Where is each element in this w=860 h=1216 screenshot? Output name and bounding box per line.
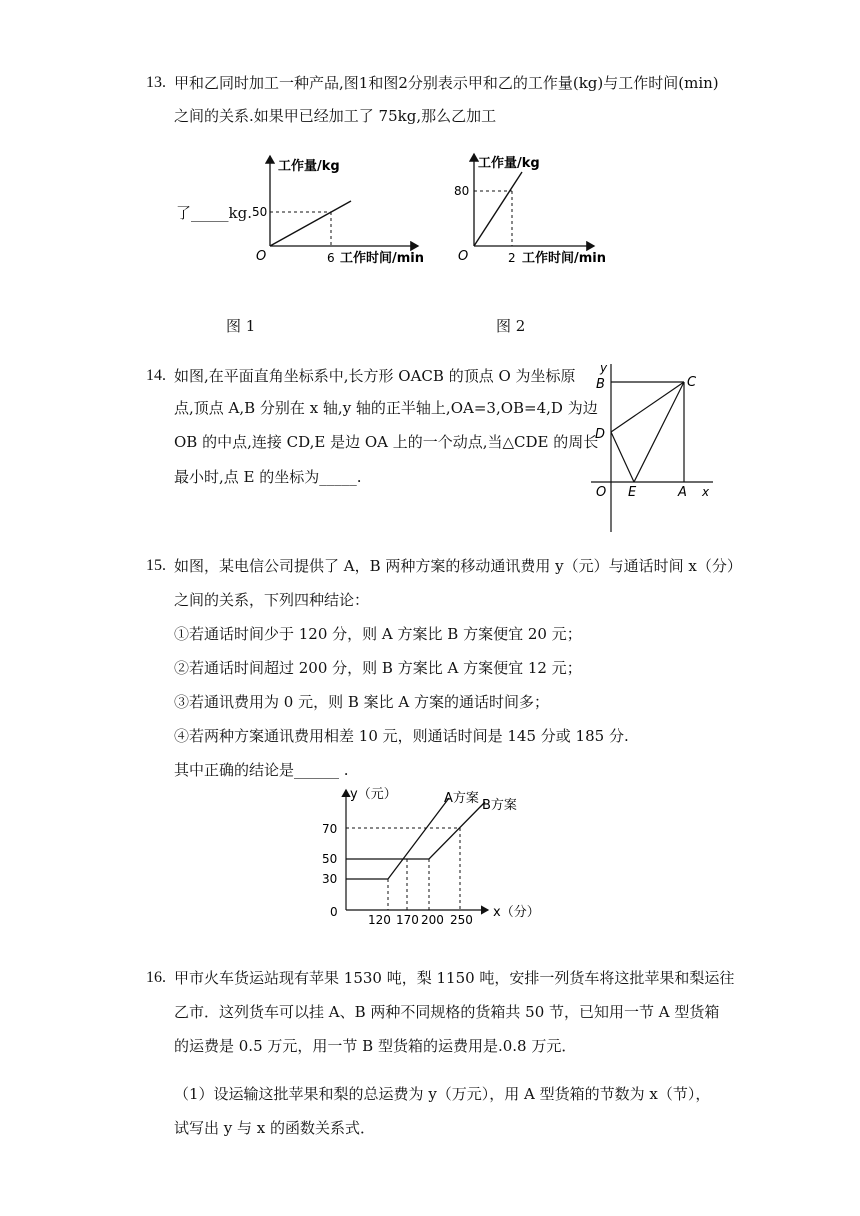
question-text-line: OB 的中点,连接 CD,E 是边 OA 上的一个动点,当△CDE 的周长: [174, 433, 599, 451]
conclusion-1: ①若通话时间少于 120 分，则 A 方案比 B 方案便宜 20 元；: [174, 625, 582, 643]
question-text-line: 的运费是 0.5 万元，用一节 B 型货箱的运费用是.0.8 万元．: [174, 1037, 577, 1055]
x-axis-label: x（分）: [493, 905, 540, 920]
x-tick-label: 250: [450, 913, 473, 927]
point-e-label: E: [628, 485, 637, 500]
segment-de: [611, 432, 634, 482]
point-d-label: D: [595, 427, 606, 442]
question-text-line: 甲和乙同时加工一种产品,图1和图2分别表示甲和乙的工作量(kg)与工作时间(min): [174, 74, 719, 92]
x-tick-label: 120: [368, 913, 391, 927]
y-tick-label: 30: [322, 872, 338, 886]
x-axis-label: x: [702, 485, 710, 499]
question-text-line: 乙市．这列货车可以挂 A、B 两种不同规格的货箱共 50 节，已知用一节 A 型货箱: [174, 1003, 720, 1021]
question-text-line: 之间的关系，下列四种结论：: [174, 591, 370, 609]
y-tick-label: 50: [252, 205, 268, 219]
y-axis-label: 工作量/kg: [278, 159, 340, 174]
figure-1: [248, 150, 438, 275]
figure-phone-plans: [318, 782, 578, 928]
segment-ec: [634, 382, 684, 482]
figure-2: [446, 148, 616, 273]
y-tick-label: 50: [322, 852, 338, 866]
segment-dc: [611, 382, 684, 432]
y-axis-label: 工作量/kg: [478, 156, 540, 171]
origin-label: O: [458, 249, 469, 264]
conclusion-4: ④若两种方案通讯费用相差 10 元，则通话时间是 145 分或 185 分.: [174, 727, 629, 745]
figure-rectangle-oacb: [588, 358, 718, 536]
origin-label: O: [596, 485, 607, 500]
y-tick-label: 70: [322, 822, 338, 836]
plan-a-line: [346, 798, 449, 879]
plan-b-line: [346, 802, 485, 859]
question-number: 13.: [146, 74, 166, 91]
plan-b-label: B方案: [482, 798, 517, 813]
y-axis-label: y: [600, 361, 608, 375]
x-axis-label: 工作时间/min: [522, 251, 607, 266]
y-axis-label: y（元）: [350, 787, 397, 802]
x-axis-label: 工作时间/min: [340, 251, 425, 266]
figure-caption: 图 1: [226, 317, 256, 335]
question-text-line: 之间的关系.如果甲已经加工了 75kg,那么乙加工: [174, 107, 497, 125]
question-number: 15.: [146, 557, 166, 574]
question-text-line: 点,顶点 A,B 分别在 x 轴,y 轴的正半轴上,OA=3,OB=4,D 为边: [174, 399, 598, 417]
figure-caption: 图 2: [496, 317, 526, 335]
point-b-label: B: [596, 377, 605, 392]
x-tick-label: 200: [421, 913, 444, 927]
question-ask: 其中正确的结论是______ .: [174, 761, 349, 779]
question-text-line: 甲市火车货运站现有苹果 1530 吨，梨 1150 吨，安排一列货车将这批苹果和梨运往: [174, 969, 735, 987]
x-tick-label: 2: [508, 251, 516, 265]
point-c-label: C: [687, 375, 697, 390]
origin-label: 0: [330, 905, 338, 919]
question-text-line: 如图,在平面直角坐标系中,长方形 OACB 的顶点 O 为坐标原: [174, 367, 576, 385]
question-number: 16.: [146, 969, 166, 986]
sub-question-1: （1）设运输这批苹果和梨的总运费为 y（万元），用 A 型货箱的节数为 x（节），: [174, 1085, 711, 1103]
question-text-line: 最小时,点 E 的坐标为_____.: [174, 468, 362, 486]
sub-question-1-cont: 试写出 y 与 x 的函数关系式．: [174, 1119, 376, 1137]
point-a-label: A: [678, 485, 687, 500]
question-text-line: 如图，某电信公司提供了 A，B 两种方案的移动通讯费用 y（元）与通话时间 x（分）: [174, 557, 742, 575]
work-line: [474, 172, 522, 246]
x-tick-label: 6: [327, 251, 335, 265]
x-tick-label: 170: [396, 913, 419, 927]
conclusion-2: ②若通话时间超过 200 分，则 B 方案比 A 方案便宜 12 元；: [174, 659, 582, 677]
work-line: [270, 201, 351, 246]
answer-blank-line: 了_____kg.: [176, 204, 252, 222]
origin-label: O: [256, 249, 267, 264]
plan-a-label: A方案: [444, 791, 479, 806]
conclusion-3: ③若通讯费用为 0 元，则 B 案比 A 方案的通话时间多；: [174, 693, 550, 711]
question-number: 14.: [146, 367, 166, 384]
y-tick-label: 80: [454, 184, 470, 198]
